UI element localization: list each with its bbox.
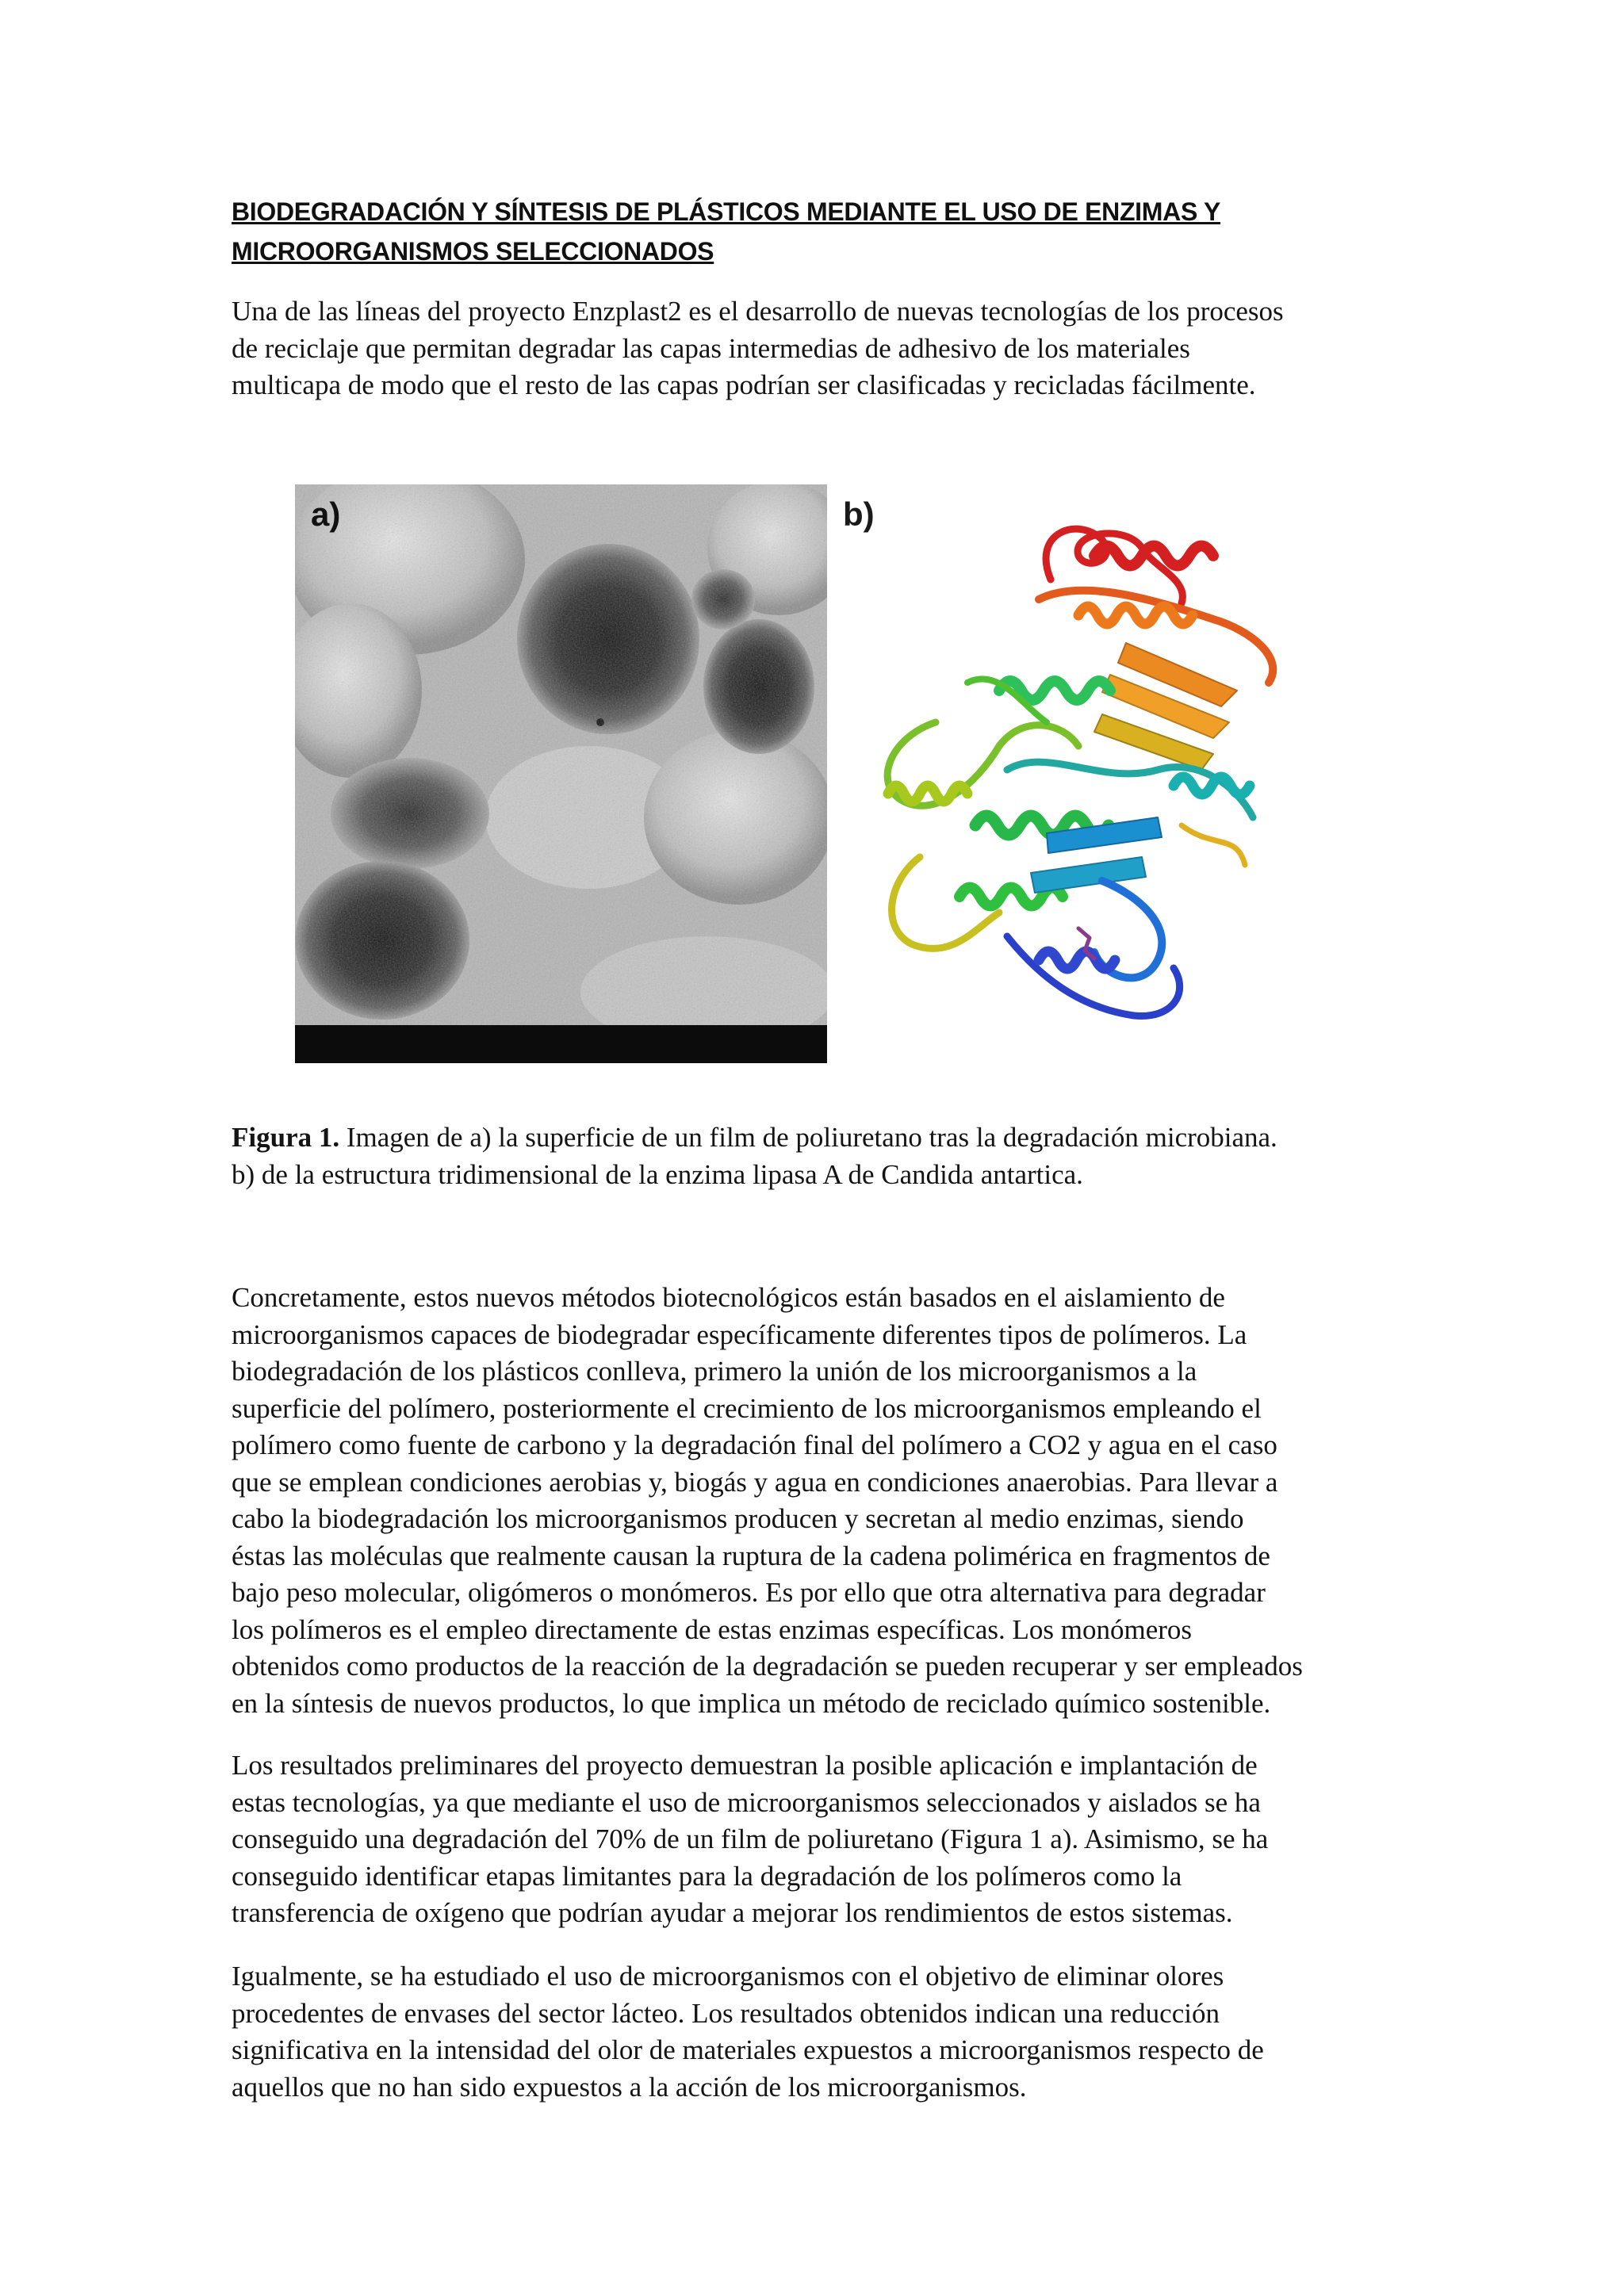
caption-label: Figura 1. xyxy=(232,1122,340,1153)
text-line: estas tecnologías, ya que mediante el uso de microorganismos seleccionados y aislados se ha xyxy=(232,1786,1261,1818)
title-line-1: BIODEGRADACIÓN Y SÍNTESIS DE PLÁSTICOS MEDIANTE EL USO DE ENZIMAS Y xyxy=(232,197,1221,226)
text-line: Los resultados preliminares del proyecto demuestran la posible aplicación e implantación de xyxy=(232,1750,1258,1781)
text-line: los polímeros es el empleo directamente de estas enzimas específicas. Los monómeros xyxy=(232,1613,1193,1645)
sem-micrograph-image xyxy=(295,484,827,1063)
caption-line-1-text: Imagen de a) la superficie de un film de poliuretano tras la degradación microbiana. xyxy=(339,1122,1277,1153)
text-line: obtenidos como productos de la reacción de la degradación se pueden recuperar y ser empleados xyxy=(232,1651,1303,1682)
text-line: superficie del polímero, posteriormente el crecimiento de los microorganismos empleando el xyxy=(232,1392,1262,1424)
text-line: procedentes de envases del sector lácteo. Los resultados obtenidos indican una reducción xyxy=(232,1997,1220,2029)
text-line: en la síntesis de nuevos productos, lo que implica un método de reciclado químico sostenible. xyxy=(232,1687,1271,1719)
text-line: biodegradación de los plásticos conlleva, primero la unión de los microorganismos a la xyxy=(232,1356,1197,1387)
text-line: significativa en la intensidad del olor de materiales expuestos a microorganismos respecto de xyxy=(232,2034,1264,2065)
text-line: Igualmente, se ha estudiado el uso de microorganismos con el objetivo de eliminar olores xyxy=(232,1961,1224,1992)
title-line-2: MICROORGANISMOS SELECCIONADOS xyxy=(232,237,714,266)
body-paragraph-2 xyxy=(232,1747,1405,1932)
figure-panel-b xyxy=(841,484,1332,1063)
text-line: aquellos que no han sido expuestos a la acción de los microorganismos. xyxy=(232,2071,1027,2103)
text-line: multicapa de modo que el resto de las capas podrían ser clasificadas y recicladas fácilmente. xyxy=(232,369,1256,400)
text-line: microorganismos capaces de biodegradar específicamente diferentes tipos de polímeros. La xyxy=(232,1318,1247,1350)
text-line: transferencia de oxígeno que podrían ayudar a mejorar los rendimientos de estos sistemas. xyxy=(232,1897,1233,1928)
text-line: de reciclaje que permitan degradar las capas intermedias de adhesivo de los materiales xyxy=(232,332,1190,364)
text-line: conseguido una degradación del 70% de un film de poliuretano (Figura 1 a). Asimismo, se ha xyxy=(232,1823,1269,1854)
protein-structure-image xyxy=(841,484,1332,1063)
sem-info-bar xyxy=(295,1025,827,1063)
text-line: que se emplean condiciones aerobias y, biogás y agua en condiciones anaerobias. Para llevar a xyxy=(232,1466,1278,1498)
body-paragraph-3 xyxy=(232,1958,1405,2106)
panel-b-label: b) xyxy=(843,496,875,533)
text-line: éstas las moléculas que realmente causan la ruptura de la cadena polimérica en fragmentos de xyxy=(232,1540,1270,1571)
text-line: Concretamente, estos nuevos métodos biotecnológicos están basados en el aislamiento de xyxy=(232,1282,1225,1313)
figure-panel-a xyxy=(295,484,827,1063)
caption-line-1 xyxy=(232,1119,1405,1157)
body-paragraph-1 xyxy=(232,1280,1405,1722)
text-line: bajo peso molecular, oligómeros o monómeros. Es por ello que otra alternativa para degradar xyxy=(232,1577,1266,1608)
panel-a-label: a) xyxy=(311,496,341,533)
figure-caption xyxy=(232,1119,1405,1193)
text-line: cabo la biodegradación los microorganismos producen y secretan al medio enzimas, siendo xyxy=(232,1503,1244,1534)
text-line: conseguido identificar etapas limitantes para la degradación de los polímeros como la xyxy=(232,1860,1182,1892)
caption-line-2: b) de la estructura tridimensional de la enzima lipasa A de Candida antartica. xyxy=(232,1158,1083,1190)
text-line: polímero como fuente de carbono y la degradación final del polímero a CO2 y agua en el caso xyxy=(232,1429,1277,1460)
text-line: Una de las líneas del proyecto Enzplast2 es el desarrollo de nuevas tecnologías de los procesos xyxy=(232,296,1284,327)
intro-paragraph xyxy=(232,293,1405,404)
page-title xyxy=(232,192,1500,271)
